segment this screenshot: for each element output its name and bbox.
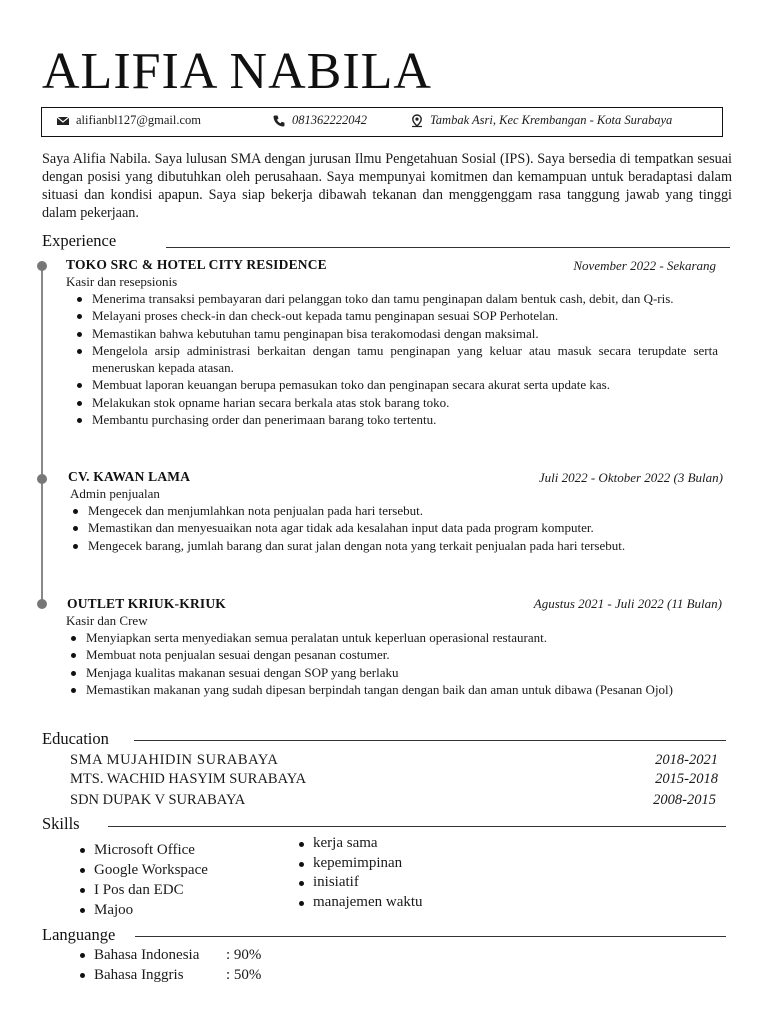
duty-item: Melayani proses check-in dan check-out kepada tamu penginapan sesuai SOP Perhotelan. <box>70 307 718 324</box>
job-role: Admin penjualan <box>70 486 160 501</box>
job-date: Juli 2022 - Oktober 2022 (3 Bulan) <box>538 470 723 485</box>
job-duties <box>70 290 718 428</box>
duty-item: Membantu purchasing order dan penerimaan barang toko tertentu. <box>70 411 718 428</box>
phone-icon <box>272 114 286 128</box>
address-text: Tambak Asri, Kec Krembangan - Kota Surabaya <box>430 113 673 127</box>
email-text: alifianbl127@gmail.com <box>76 113 202 127</box>
skill-item: Google Workspace <box>76 860 276 880</box>
duty-item: Memastikan dan menyesuaikan nota agar tidak ada kesalahan input data pada program komputer. <box>66 519 714 536</box>
job-duties <box>64 629 724 698</box>
timeline-dot <box>37 599 47 609</box>
language-heading: Languange <box>42 925 116 944</box>
skill-item: kerja sama <box>295 834 495 854</box>
skill-item: inisiatif <box>295 873 495 893</box>
job-role: Kasir dan resepsionis <box>66 274 178 289</box>
duty-item: Mengecek dan menjumlahkan nota penjualan pada hari tersebut. <box>66 502 714 519</box>
job-date: November 2022 - Sekarang <box>573 258 716 273</box>
school-years: 2015-2018 <box>655 771 718 787</box>
school-name: SMA MUJAHIDIN SURABAYA <box>70 752 279 768</box>
duty-item: Melakukan stok opname harian secara berkala atas stok barang toko. <box>70 394 718 411</box>
skill-item: kepemimpinan <box>295 854 495 874</box>
school-name: SDN DUPAK V SURABAYA <box>70 792 246 808</box>
contact-email <box>56 113 201 128</box>
contact-address <box>410 113 672 128</box>
language-item <box>76 945 336 965</box>
skill-item: Microsoft Office <box>76 840 276 860</box>
education-row <box>70 771 720 791</box>
duty-item: Menyiapkan serta menyediakan semua peralatan untuk keperluan operasional restaurant. <box>64 629 724 646</box>
language-divider <box>135 936 726 937</box>
duty-item: Memastikan bahwa kebutuhan tamu penginapan bisa terakomodasi dengan maksimal. <box>70 325 718 342</box>
job-duties <box>66 502 714 554</box>
duty-item: Membuat laporan keuangan berupa pemasukan toko dan penginapan secara akurat serta update kas. <box>70 376 718 393</box>
contact-bar <box>41 107 723 137</box>
skill-item: manajemen waktu <box>295 893 495 913</box>
language-name: Bahasa Inggris <box>94 967 184 983</box>
education-heading: Education <box>42 729 109 748</box>
envelope-icon <box>56 114 70 128</box>
duty-item: Menjaga kualitas makanan sesuai dengan SOP yang berlaku <box>64 664 724 681</box>
duty-item: Mengecek barang, jumlah barang dan surat jalan dengan nota yang terkait penjualan pada hari tersebut. <box>66 537 714 554</box>
skills-list-right <box>295 834 495 912</box>
skills-heading: Skills <box>42 814 80 833</box>
job-company: CV. KAWAN LAMA <box>68 469 191 484</box>
duty-item: Menerima transaksi pembayaran dari pelanggan toko dan tamu penginapan dalam bentuk cash, debit, dan Q-ris. <box>70 290 718 307</box>
experience-divider <box>166 247 730 248</box>
profile-summary: Saya Alifia Nabila. Saya lulusan SMA dengan jurusan Ilmu Pengetahuan Sosial (IPS). Saya bersedia di tempatkan sesuai dengan posisi yang dibutuhkan oleh perusahaan. Saya mempunyai komitmen dan kemampuan untuk beradaptasi dalam situasi dan kondisi apapun. Saya siap bekerja dibawah tekanan dan menggenggam rasa tanggung jawab yang tinggi dalam pekerjaan. <box>42 151 732 221</box>
job-role: Kasir dan Crew <box>66 613 148 628</box>
language-name: Bahasa Indonesia <box>94 947 200 963</box>
job-company: OUTLET KRIUK-KRIUK <box>67 596 227 611</box>
skill-item: I Pos dan EDC <box>76 880 276 900</box>
job-date: Agustus 2021 - Juli 2022 (11 Bulan) <box>533 596 722 611</box>
experience-heading: Experience <box>42 231 117 250</box>
education-row <box>70 792 720 812</box>
timeline-dot <box>37 474 47 484</box>
school-years: 2018-2021 <box>655 752 718 768</box>
location-pin-icon <box>410 114 424 128</box>
duty-item: Mengelola arsip administrasi berkaitan dengan tamu penginapan yang keluar atau masuk secara terupdate serta meneruskan kepada atasan. <box>70 342 718 377</box>
skills-list-left <box>76 840 276 920</box>
education-divider <box>134 740 726 741</box>
skill-item: Majoo <box>76 900 276 920</box>
language-level: : 90% <box>226 947 262 963</box>
language-level: : 50% <box>226 967 262 983</box>
language-item <box>76 965 336 985</box>
phone-text: 081362222042 <box>292 113 367 127</box>
candidate-name: ALIFIA NABILA <box>42 43 432 100</box>
education-row <box>70 752 720 772</box>
skills-divider <box>108 826 726 827</box>
timeline-dot <box>37 261 47 271</box>
school-years: 2008-2015 <box>653 792 716 808</box>
contact-phone <box>272 113 367 128</box>
duty-item: Memastikan makanan yang sudah dipesan berpindah tangan dengan baik dan aman untuk dibawa (Pesanan Ojol) <box>64 681 724 698</box>
experience-timeline <box>41 266 43 604</box>
duty-item: Membuat nota penjualan sesuai dengan pesanan costumer. <box>64 646 724 663</box>
language-list <box>76 945 336 985</box>
job-company: TOKO SRC & HOTEL CITY RESIDENCE <box>66 257 327 272</box>
school-name: MTS. WACHID HASYIM SURABAYA <box>70 771 307 787</box>
